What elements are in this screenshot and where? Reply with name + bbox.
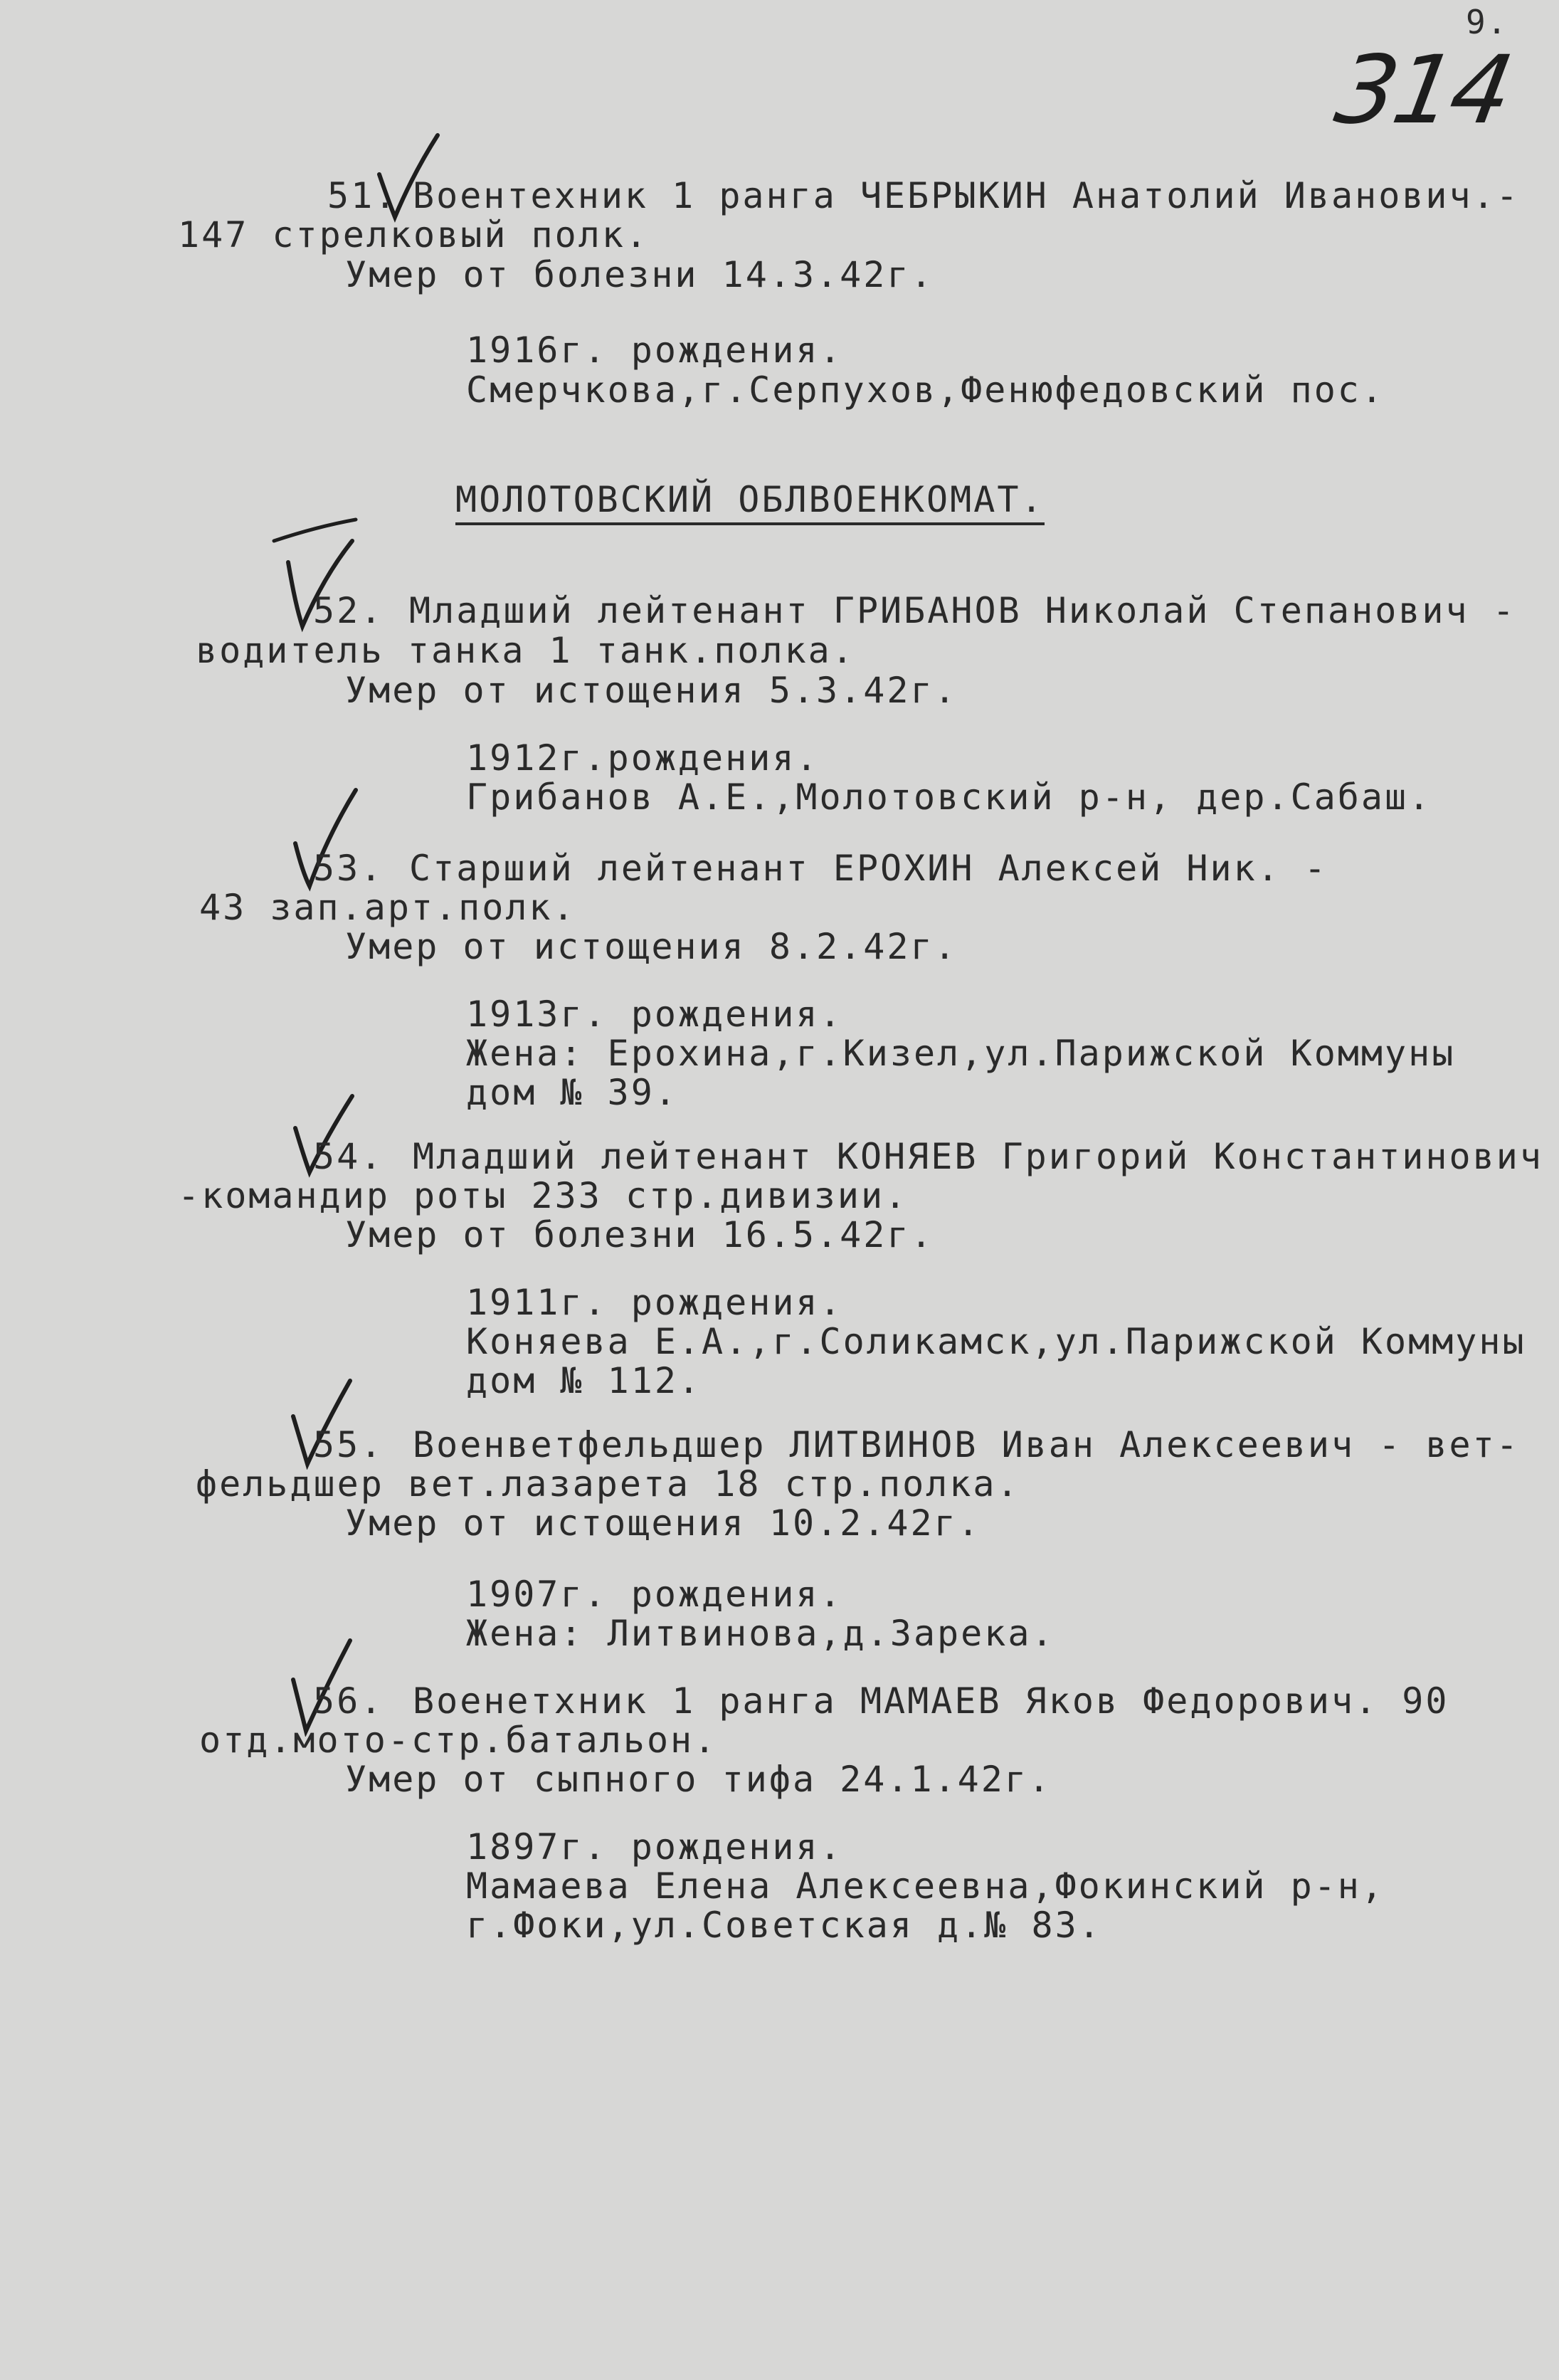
entry-address-line: Мамаева Елена Алексеевна,Фокинский р-н, [466, 1865, 1385, 1907]
entry-unit-line: 43 зап.арт.полк. [199, 887, 576, 928]
entry-unit-line: 147 стрелковый полк. [178, 214, 650, 256]
entry-title-line: Младший лейтенант КОНЯЕВ Григорий Константинович [413, 1136, 1543, 1177]
entry-unit-line: -командир роты 233 стр.дивизии. [178, 1175, 909, 1216]
entry-number: 56. [313, 1680, 384, 1722]
entry-death-line: Умер от истощения 5.3.42г. [345, 670, 958, 711]
section-heading: МОЛОТОВСКИЙ ОБЛВОЕНКОМАТ. [455, 478, 1045, 525]
entry-unit-line: фельдшер вет.лазарета 18 стр.полка. [196, 1463, 1020, 1505]
entry-number: 52. [313, 590, 384, 631]
entry-death-line: Умер от болезни 14.3.42г. [345, 254, 934, 295]
entry-number: 54. [313, 1136, 384, 1177]
entry-birth-line: 1916г. рождения. [466, 330, 843, 371]
entry-number: 51. [327, 175, 398, 216]
archive-number: 314 [1328, 36, 1518, 145]
entry-title-line: Военветфельдшер ЛИТВИНОВ Иван Алексеевич - вет- [413, 1424, 1520, 1465]
entry-birth-line: 1897г. рождения. [466, 1826, 843, 1868]
entry-birth-line: 1912г.рождения. [466, 737, 820, 779]
entry-title-line: Старший лейтенант ЕРОХИН Алексей Ник. - [409, 848, 1328, 889]
entry-birth-line: 1913г. рождения. [466, 994, 843, 1035]
entry-death-line: Умер от болезни 16.5.42г. [345, 1214, 934, 1255]
entry-address-line: г.Фоки,ул.Советская д.№ 83. [466, 1905, 1102, 1946]
entry-address-line: Жена: Ерохина,г.Кизел,ул.Парижской Коммуны [466, 1033, 1456, 1074]
entry-title-line: Военетхник 1 ранга МАМАЕВ Яков Федорович. 90 [413, 1680, 1449, 1722]
entry-unit-line: отд.мото-стр.батальон. [199, 1720, 718, 1761]
entry-death-line: Умер от истощения 10.2.42г. [345, 1502, 981, 1544]
entry-number: 55. [313, 1424, 384, 1465]
entry-unit-line: водитель танка 1 танк.полка. [196, 630, 855, 671]
entry-birth-line: 1911г. рождения. [466, 1282, 843, 1323]
entry-death-line: Умер от сыпного тифа 24.1.42г. [345, 1759, 1052, 1800]
entry-birth-line: 1907г. рождения. [466, 1574, 843, 1615]
entry-number: 53. [313, 848, 384, 889]
entry-address-line: Коняева Е.А.,г.Соликамск,ул.Парижской Коммуны [466, 1321, 1526, 1362]
entry-title-line: Младший лейтенант ГРИБАНОВ Николай Степанович - [409, 590, 1516, 631]
page-number: 9. [1466, 3, 1508, 41]
entry-title-line: Воентехник 1 ранга ЧЕБРЫКИН Анатолий Иванович.- [413, 175, 1520, 216]
entry-address-line: Грибанов А.Е.,Молотовский р-н, дер.Сабаш. [466, 776, 1432, 818]
entry-address-line: дом № 112. [466, 1360, 702, 1401]
entry-address-line: дом № 39. [466, 1072, 678, 1113]
entry-death-line: Умер от истощения 8.2.42г. [345, 926, 958, 967]
entry-address-line: Жена: Литвинова,д.Зарека. [466, 1613, 1055, 1654]
entry-address-line: Смерчкова,г.Серпухов,Фенюфедовский пос. [466, 369, 1385, 411]
